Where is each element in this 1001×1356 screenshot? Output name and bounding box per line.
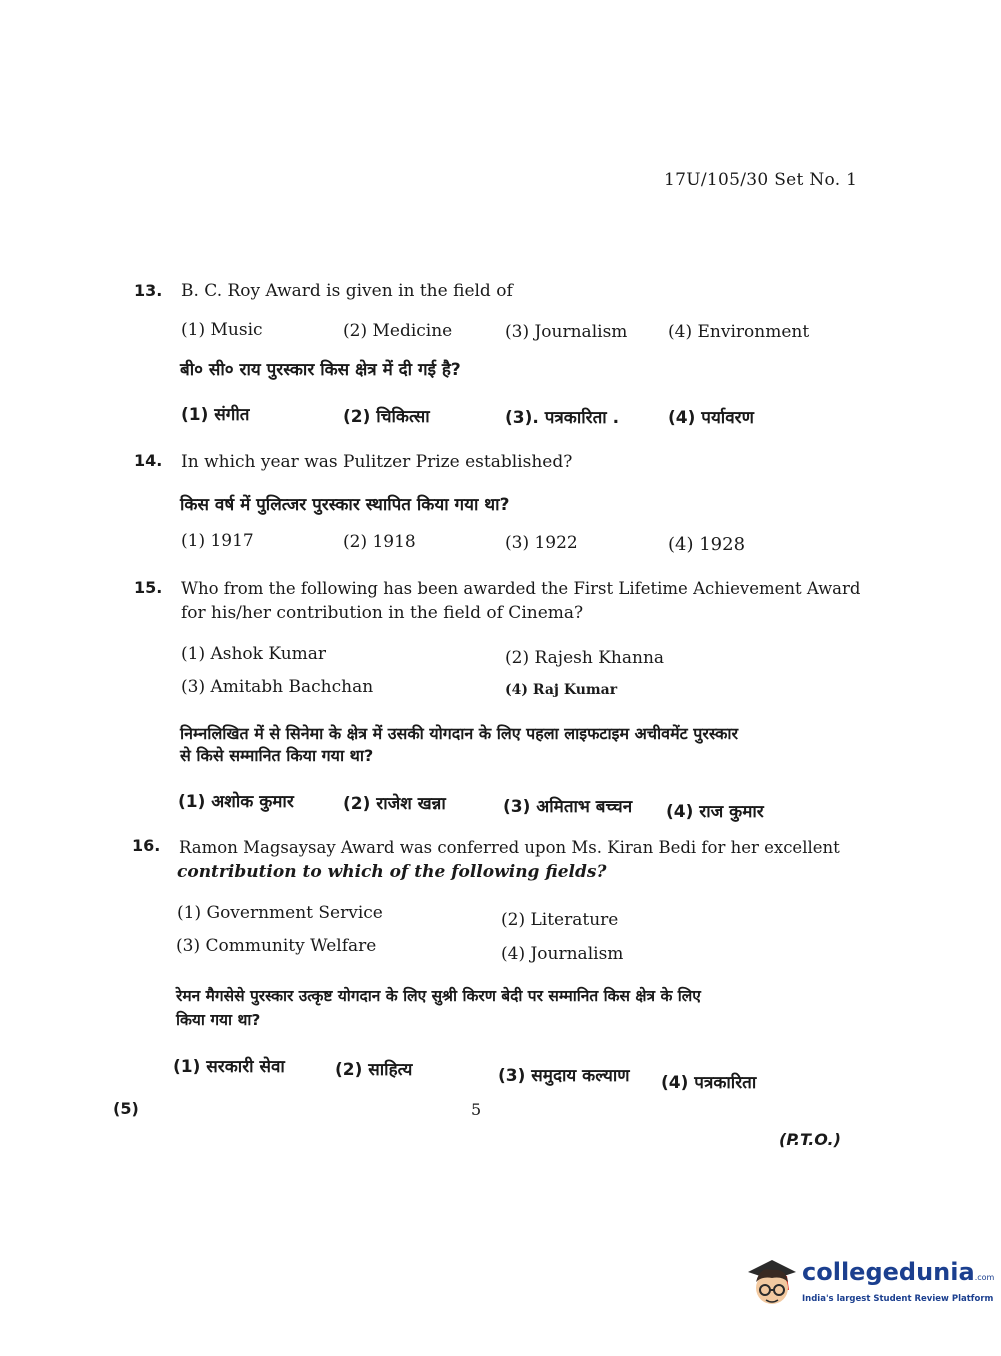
q15-option-1-en: (1) Ashok Kumar [181, 644, 327, 664]
q15-option-3-en: (3) Amitabh Bachchan [181, 677, 374, 697]
q14-option-2: (2) 1918 [343, 532, 416, 552]
q16-option-4-en: (4) Journalism [501, 944, 624, 964]
q15-option-4-hi: (4) राज कुमार [666, 802, 764, 822]
q13-option-4-en: (4) Environment [668, 322, 810, 342]
q13-option-3-en: (3) Journalism [505, 322, 628, 342]
q15-option-2-en: (2) Rajesh Khanna [505, 648, 665, 668]
q15-option-1-hi: (1) अशोक कुमार [178, 792, 294, 812]
question-14-text-en: In which year was Pulitzer Prize established? [181, 452, 573, 472]
q14-option-1: (1) 1917 [181, 531, 254, 551]
mascot-icon [742, 1250, 800, 1310]
q15-option-3-hi: (3) अमिताभ बच्चन [503, 797, 633, 817]
question-14-text-hi: किस वर्ष में पुलित्जर पुरस्कार स्थापित किया गया था? [180, 495, 510, 515]
question-13-text-en: B. C. Roy Award is given in the field of [181, 281, 513, 301]
question-15-text-en-line1: Who from the following has been awarded the First Lifetime Achievement Award [181, 579, 861, 598]
q14-option-3: (3) 1922 [505, 533, 578, 553]
set-number: 17U/105/30 Set No. 1 [664, 170, 858, 190]
question-16-text-hi-line2: किया गया था? [176, 1011, 261, 1029]
q16-option-4-hi: (4) पत्रकारिता [661, 1073, 757, 1093]
question-15-text-en-line2: for his/her contribution in the field of Cinema? [181, 603, 584, 623]
question-number-14: 14. [134, 451, 163, 470]
question-15-text-hi-line1: निम्नलिखित में से सिनेमा के क्षेत्र में उसकी योगदान के लिए पहला लाइफटाइम अचीवमेंट पुरस्कार [180, 724, 739, 743]
q16-option-1-en: (1) Government Service [177, 903, 383, 923]
q16-option-1-hi: (1) सरकारी सेवा [173, 1057, 285, 1077]
q16-option-3-en: (3) Community Welfare [176, 936, 377, 956]
question-number-15: 15. [134, 578, 163, 597]
q14-option-4: (4) 1928 [668, 534, 746, 555]
brand-tagline: India's largest Student Review Platform [802, 1294, 994, 1304]
question-number-13: 13. [134, 281, 163, 300]
q13-option-2-hi: (2) चिकित्सा [343, 407, 430, 427]
question-16-text-en-line1: Ramon Magsaysay Award was conferred upon Ms. Kiran Bedi for her excellent [179, 838, 840, 857]
footer-code: (5) [113, 1099, 139, 1118]
q16-option-2-en: (2) Literature [501, 910, 619, 930]
q13-option-1-hi: (1) संगीत [181, 405, 250, 425]
question-number-16: 16. [132, 836, 161, 855]
pto-label: (P.T.O.) [779, 1130, 841, 1149]
q15-option-2-hi: (2) राजेश खन्ना [343, 794, 446, 814]
page-number: 5 [471, 1100, 482, 1119]
q13-option-2-en: (2) Medicine [343, 321, 453, 341]
q16-option-2-hi: (2) साहित्य [335, 1060, 413, 1080]
q13-option-3-hi: (3). पत्रकारिता . [505, 408, 620, 428]
collegedunia-logo[interactable] [742, 1250, 995, 1310]
q13-option-4-hi: (4) पर्यावरण [668, 408, 754, 428]
brand-name: collegedunia.com [802, 1258, 995, 1286]
question-16-text-en-line2: contribution to which of the following fields? [177, 862, 607, 882]
q15-option-4-en: (4) Raj Kumar [505, 682, 618, 698]
question-13-text-hi: बी० सी० राय पुरस्कार किस क्षेत्र में दी गई है? [180, 360, 461, 380]
q13-option-1-en: (1) Music [181, 320, 263, 340]
question-16-text-hi-line1: रेमन मैगसेसे पुरस्कार उत्कृष्ट योगदान के लिए सुश्री किरण बेदी पर सम्मानित किस क्षेत्र के लिए [176, 987, 701, 1005]
q16-option-3-hi: (3) समुदाय कल्याण [498, 1066, 630, 1086]
question-15-text-hi-line2: से किसे सम्मानित किया गया था? [180, 746, 374, 765]
